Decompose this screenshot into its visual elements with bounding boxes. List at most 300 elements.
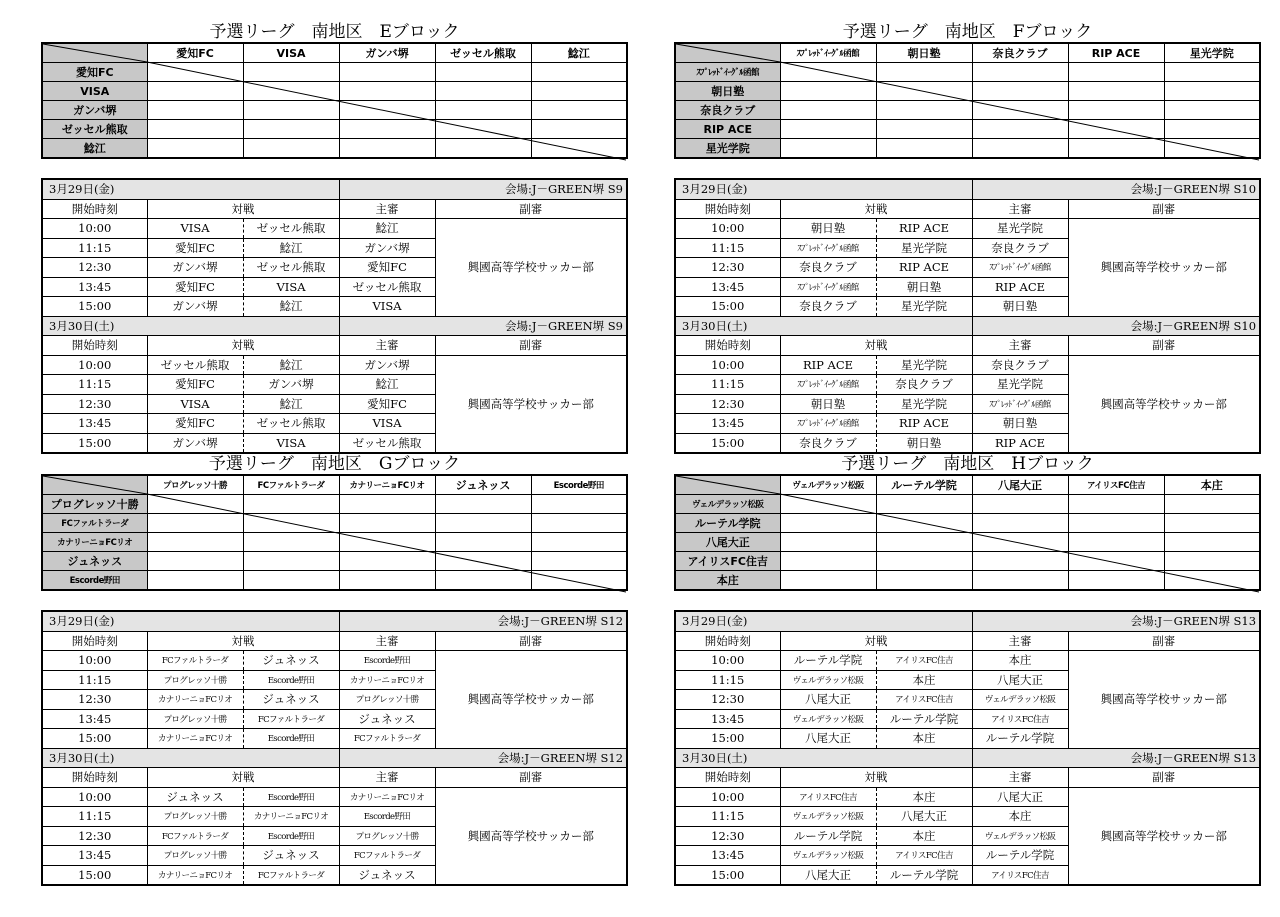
match-referee: ルーテル学院 bbox=[972, 846, 1068, 866]
match-referee: RIP ACE bbox=[972, 433, 1068, 453]
match-referee: ゼッセル熊取 bbox=[339, 277, 435, 297]
result-cell bbox=[339, 82, 435, 101]
match-referee: 星光学院 bbox=[972, 219, 1068, 239]
row-team-header: ガンバ堺 bbox=[42, 101, 147, 120]
away-team: アイリスFC住吉 bbox=[876, 846, 972, 866]
column-team-header: 朝日塾 bbox=[876, 43, 972, 63]
league-row bbox=[675, 495, 1260, 514]
match-referee: VISA bbox=[339, 414, 435, 434]
match-time: 13:45 bbox=[675, 277, 780, 297]
league-row bbox=[675, 82, 1260, 101]
home-team: ガンバ堺 bbox=[147, 258, 243, 278]
away-team: 星光学院 bbox=[876, 355, 972, 375]
league-row bbox=[42, 120, 627, 139]
result-cell bbox=[243, 495, 339, 514]
column-team-header: Escorde野田 bbox=[531, 475, 627, 495]
match-referee: 鯰江 bbox=[339, 219, 435, 239]
match-referee: カナリーニョFCリオ bbox=[339, 670, 435, 690]
day-header-row bbox=[675, 316, 1260, 336]
result-cell bbox=[435, 101, 531, 120]
result-cell bbox=[339, 495, 435, 514]
match-referee: ヴェルデラッソ松阪 bbox=[972, 690, 1068, 710]
sub-referee: 興國高等学校サッカー部 bbox=[435, 651, 627, 749]
column-team-header: プログレッソ十勝 bbox=[147, 475, 243, 495]
column-team-header: FCファルトラーダ bbox=[243, 475, 339, 495]
header-referee: 主審 bbox=[339, 199, 435, 219]
result-cell bbox=[531, 139, 627, 159]
result-cell bbox=[243, 514, 339, 533]
match-row bbox=[42, 355, 627, 375]
result-cell bbox=[780, 533, 876, 552]
schedule-table bbox=[41, 610, 628, 886]
venue-label: 会場:J－GREEN堺 S12 bbox=[339, 611, 627, 631]
result-cell bbox=[876, 533, 972, 552]
header-start-time: 開始時刻 bbox=[675, 768, 780, 788]
match-time: 13:45 bbox=[675, 709, 780, 729]
result-cell bbox=[1164, 533, 1260, 552]
match-referee: ｽﾌﾟﾚｯﾄﾞｲｰｸﾞﾙ函館 bbox=[972, 258, 1068, 278]
match-time: 10:00 bbox=[42, 787, 147, 807]
away-team: ジュネッス bbox=[243, 846, 339, 866]
result-cell bbox=[1068, 571, 1164, 591]
day-header-row bbox=[675, 179, 1260, 199]
venue-label: 会場:J－GREEN堺 S10 bbox=[972, 179, 1260, 199]
schedule-table bbox=[674, 610, 1261, 886]
home-team: FCファルトラーダ bbox=[147, 826, 243, 846]
away-team: 本庄 bbox=[876, 729, 972, 749]
match-time: 15:00 bbox=[42, 297, 147, 317]
match-time: 11:15 bbox=[675, 375, 780, 395]
home-team: カナリーニョFCリオ bbox=[147, 729, 243, 749]
sub-referee: 興國高等学校サッカー部 bbox=[435, 787, 627, 885]
league-row bbox=[675, 514, 1260, 533]
match-time: 11:15 bbox=[42, 238, 147, 258]
match-time: 10:00 bbox=[42, 651, 147, 671]
result-cell bbox=[243, 571, 339, 591]
column-header-row bbox=[675, 336, 1260, 356]
home-team: 八尾大正 bbox=[780, 865, 876, 885]
match-time: 12:30 bbox=[675, 690, 780, 710]
match-referee: 朝日塾 bbox=[972, 297, 1068, 317]
schedule-table bbox=[41, 178, 628, 454]
block-title: 予選リーグ 南地区 Eブロック bbox=[209, 22, 460, 42]
match-row bbox=[42, 651, 627, 671]
result-cell bbox=[972, 533, 1068, 552]
header-start-time: 開始時刻 bbox=[42, 336, 147, 356]
column-header-row bbox=[675, 631, 1260, 651]
home-team: 奈良クラブ bbox=[780, 433, 876, 453]
away-team: 鯰江 bbox=[243, 355, 339, 375]
column-team-header: 奈良クラブ bbox=[972, 43, 1068, 63]
home-team: RIP ACE bbox=[780, 355, 876, 375]
match-referee: ゼッセル熊取 bbox=[339, 433, 435, 453]
match-time: 13:45 bbox=[42, 709, 147, 729]
match-time: 11:15 bbox=[42, 807, 147, 827]
result-cell bbox=[435, 533, 531, 552]
result-cell bbox=[972, 139, 1068, 159]
away-team: 鯰江 bbox=[243, 238, 339, 258]
away-team: 星光学院 bbox=[876, 238, 972, 258]
header-start-time: 開始時刻 bbox=[42, 199, 147, 219]
day-header-row bbox=[675, 611, 1260, 631]
match-referee: 奈良クラブ bbox=[972, 238, 1068, 258]
result-cell bbox=[1164, 82, 1260, 101]
row-team-header: 鯰江 bbox=[42, 139, 147, 159]
match-time: 13:45 bbox=[675, 414, 780, 434]
result-cell bbox=[147, 495, 243, 514]
result-cell bbox=[780, 571, 876, 591]
result-cell bbox=[780, 139, 876, 159]
column-team-header: 本庄 bbox=[1164, 475, 1260, 495]
row-team-header: 愛知FC bbox=[42, 63, 147, 82]
result-cell bbox=[876, 101, 972, 120]
header-referee: 主審 bbox=[339, 336, 435, 356]
away-team: ゼッセル熊取 bbox=[243, 219, 339, 239]
result-cell bbox=[1068, 139, 1164, 159]
header-sub-referee: 副審 bbox=[435, 768, 627, 788]
home-team: プログレッソ十勝 bbox=[147, 846, 243, 866]
match-referee: 本庄 bbox=[972, 807, 1068, 827]
result-cell bbox=[1068, 82, 1164, 101]
result-cell bbox=[876, 495, 972, 514]
league-row bbox=[42, 533, 627, 552]
venue-label: 会場:J－GREEN堺 S13 bbox=[972, 748, 1260, 768]
match-date: 3月29日(金) bbox=[675, 611, 972, 631]
match-time: 12:30 bbox=[42, 690, 147, 710]
sub-referee: 興國高等学校サッカー部 bbox=[435, 219, 627, 317]
column-team-header: 八尾大正 bbox=[972, 475, 1068, 495]
away-team: Escorde野田 bbox=[243, 787, 339, 807]
result-cell bbox=[876, 82, 972, 101]
away-team: RIP ACE bbox=[876, 219, 972, 239]
result-cell bbox=[876, 120, 972, 139]
league-table bbox=[674, 474, 1261, 591]
column-team-header: 鯰江 bbox=[531, 43, 627, 63]
away-team: 朝日塾 bbox=[876, 433, 972, 453]
match-referee: プログレッソ十勝 bbox=[339, 690, 435, 710]
result-cell bbox=[1068, 101, 1164, 120]
match-date: 3月29日(金) bbox=[675, 179, 972, 199]
league-table bbox=[674, 42, 1261, 159]
result-cell bbox=[531, 82, 627, 101]
result-cell bbox=[147, 63, 243, 82]
result-cell bbox=[243, 120, 339, 139]
row-team-header: アイリスFC住吉 bbox=[675, 552, 780, 571]
match-row bbox=[42, 219, 627, 239]
match-date: 3月29日(金) bbox=[42, 611, 339, 631]
venue-label: 会場:J－GREEN堺 S10 bbox=[972, 316, 1260, 336]
match-referee: FCファルトラーダ bbox=[339, 729, 435, 749]
venue-label: 会場:J－GREEN堺 S9 bbox=[339, 316, 627, 336]
result-cell bbox=[435, 82, 531, 101]
home-team: 朝日塾 bbox=[780, 394, 876, 414]
result-cell bbox=[1164, 571, 1260, 591]
result-cell bbox=[1068, 63, 1164, 82]
league-row bbox=[675, 120, 1260, 139]
column-team-header: VISA bbox=[243, 43, 339, 63]
result-cell bbox=[339, 552, 435, 571]
match-time: 15:00 bbox=[675, 297, 780, 317]
block-title: 予選リーグ 南地区 Gブロック bbox=[208, 454, 461, 474]
match-referee: 愛知FC bbox=[339, 258, 435, 278]
header-match: 対戦 bbox=[780, 631, 972, 651]
corner-cell bbox=[42, 475, 147, 495]
away-team: ゼッセル熊取 bbox=[243, 414, 339, 434]
result-cell bbox=[972, 120, 1068, 139]
result-cell bbox=[972, 514, 1068, 533]
day-header-row bbox=[42, 748, 627, 768]
match-referee: 奈良クラブ bbox=[972, 355, 1068, 375]
away-team: FCファルトラーダ bbox=[243, 865, 339, 885]
league-row bbox=[42, 82, 627, 101]
row-team-header: 朝日塾 bbox=[675, 82, 780, 101]
match-referee: アイリスFC住吉 bbox=[972, 865, 1068, 885]
result-cell bbox=[1164, 63, 1260, 82]
sub-referee: 興國高等学校サッカー部 bbox=[435, 355, 627, 453]
column-header-row bbox=[42, 631, 627, 651]
header-start-time: 開始時刻 bbox=[675, 336, 780, 356]
home-team: 愛知FC bbox=[147, 414, 243, 434]
home-team: 八尾大正 bbox=[780, 729, 876, 749]
result-cell bbox=[243, 101, 339, 120]
home-team: ゼッセル熊取 bbox=[147, 355, 243, 375]
match-referee: 愛知FC bbox=[339, 394, 435, 414]
result-cell bbox=[972, 82, 1068, 101]
match-row bbox=[675, 219, 1260, 239]
result-cell bbox=[435, 571, 531, 591]
match-referee: 鯰江 bbox=[339, 375, 435, 395]
result-cell bbox=[243, 139, 339, 159]
away-team: 八尾大正 bbox=[876, 807, 972, 827]
away-team: 星光学院 bbox=[876, 297, 972, 317]
column-team-header: ｽﾌﾟﾚｯﾄﾞｲｰｸﾞﾙ函館 bbox=[780, 43, 876, 63]
result-cell bbox=[876, 552, 972, 571]
result-cell bbox=[435, 495, 531, 514]
sub-referee: 興國高等学校サッカー部 bbox=[1068, 651, 1260, 749]
match-referee: VISA bbox=[339, 297, 435, 317]
row-team-header: Escorde野田 bbox=[42, 571, 147, 591]
match-time: 15:00 bbox=[42, 865, 147, 885]
result-cell bbox=[243, 82, 339, 101]
result-cell bbox=[531, 552, 627, 571]
match-referee: 朝日塾 bbox=[972, 414, 1068, 434]
column-team-header: カナリーニョFCリオ bbox=[339, 475, 435, 495]
corner-cell bbox=[42, 43, 147, 63]
row-team-header: ヴェルデラッソ松阪 bbox=[675, 495, 780, 514]
home-team: ヴェルデラッソ松阪 bbox=[780, 670, 876, 690]
match-time: 15:00 bbox=[675, 729, 780, 749]
result-cell bbox=[972, 552, 1068, 571]
home-team: ヴェルデラッソ松阪 bbox=[780, 807, 876, 827]
header-sub-referee: 副審 bbox=[435, 631, 627, 651]
result-cell bbox=[243, 533, 339, 552]
match-time: 12:30 bbox=[42, 394, 147, 414]
result-cell bbox=[147, 533, 243, 552]
result-cell bbox=[435, 63, 531, 82]
match-time: 11:15 bbox=[42, 375, 147, 395]
result-cell bbox=[780, 495, 876, 514]
away-team: Escorde野田 bbox=[243, 729, 339, 749]
match-time: 11:15 bbox=[42, 670, 147, 690]
match-time: 11:15 bbox=[675, 670, 780, 690]
match-time: 11:15 bbox=[675, 807, 780, 827]
match-referee: Escorde野田 bbox=[339, 807, 435, 827]
result-cell bbox=[531, 101, 627, 120]
header-match: 対戦 bbox=[780, 768, 972, 788]
day-header-row bbox=[675, 748, 1260, 768]
match-referee: ガンバ堺 bbox=[339, 238, 435, 258]
result-cell bbox=[1068, 120, 1164, 139]
away-team: RIP ACE bbox=[876, 258, 972, 278]
league-row bbox=[42, 571, 627, 591]
away-team: VISA bbox=[243, 433, 339, 453]
column-header-row bbox=[42, 199, 627, 219]
away-team: ジュネッス bbox=[243, 690, 339, 710]
result-cell bbox=[531, 571, 627, 591]
home-team: 愛知FC bbox=[147, 238, 243, 258]
column-team-header: ゼッセル熊取 bbox=[435, 43, 531, 63]
header-match: 対戦 bbox=[147, 199, 339, 219]
result-cell bbox=[339, 139, 435, 159]
match-referee: ジュネッス bbox=[339, 709, 435, 729]
result-cell bbox=[531, 120, 627, 139]
row-team-header: ルーテル学院 bbox=[675, 514, 780, 533]
header-sub-referee: 副審 bbox=[435, 199, 627, 219]
home-team: 奈良クラブ bbox=[780, 297, 876, 317]
match-referee: カナリーニョFCリオ bbox=[339, 787, 435, 807]
sub-referee: 興國高等学校サッカー部 bbox=[1068, 355, 1260, 453]
match-time: 13:45 bbox=[42, 414, 147, 434]
result-cell bbox=[147, 571, 243, 591]
result-cell bbox=[147, 139, 243, 159]
home-team: ルーテル学院 bbox=[780, 651, 876, 671]
league-row bbox=[42, 552, 627, 571]
away-team: RIP ACE bbox=[876, 414, 972, 434]
header-sub-referee: 副審 bbox=[435, 336, 627, 356]
home-team: VISA bbox=[147, 394, 243, 414]
corner-cell bbox=[675, 475, 780, 495]
header-match: 対戦 bbox=[780, 336, 972, 356]
match-referee: ｽﾌﾟﾚｯﾄﾞｲｰｸﾞﾙ函館 bbox=[972, 394, 1068, 414]
match-referee: 八尾大正 bbox=[972, 787, 1068, 807]
result-cell bbox=[780, 63, 876, 82]
home-team: ガンバ堺 bbox=[147, 297, 243, 317]
away-team: ゼッセル熊取 bbox=[243, 258, 339, 278]
result-cell bbox=[1164, 495, 1260, 514]
league-row bbox=[42, 139, 627, 159]
result-cell bbox=[147, 514, 243, 533]
match-time: 10:00 bbox=[42, 355, 147, 375]
away-team: VISA bbox=[243, 277, 339, 297]
match-time: 15:00 bbox=[675, 865, 780, 885]
column-team-header: 星光学院 bbox=[1164, 43, 1260, 63]
result-cell bbox=[1068, 533, 1164, 552]
result-cell bbox=[876, 571, 972, 591]
row-team-header: 八尾大正 bbox=[675, 533, 780, 552]
home-team: ヴェルデラッソ松阪 bbox=[780, 846, 876, 866]
row-team-header: ゼッセル熊取 bbox=[42, 120, 147, 139]
header-sub-referee: 副審 bbox=[1068, 631, 1260, 651]
away-team: ルーテル学院 bbox=[876, 865, 972, 885]
result-cell bbox=[531, 63, 627, 82]
league-row bbox=[42, 495, 627, 514]
league-row bbox=[675, 571, 1260, 591]
result-cell bbox=[876, 514, 972, 533]
result-cell bbox=[531, 514, 627, 533]
column-header-row bbox=[42, 336, 627, 356]
result-cell bbox=[972, 495, 1068, 514]
match-row bbox=[42, 787, 627, 807]
match-date: 3月30日(土) bbox=[42, 748, 339, 768]
away-team: 本庄 bbox=[876, 670, 972, 690]
corner-cell bbox=[675, 43, 780, 63]
header-match: 対戦 bbox=[147, 631, 339, 651]
header-referee: 主審 bbox=[972, 199, 1068, 219]
result-cell bbox=[339, 533, 435, 552]
match-referee: プログレッソ十勝 bbox=[339, 826, 435, 846]
header-start-time: 開始時刻 bbox=[42, 768, 147, 788]
league-row bbox=[675, 552, 1260, 571]
match-time: 15:00 bbox=[42, 433, 147, 453]
column-team-header: 愛知FC bbox=[147, 43, 243, 63]
result-cell bbox=[876, 139, 972, 159]
sub-referee: 興國高等学校サッカー部 bbox=[1068, 219, 1260, 317]
match-date: 3月30日(土) bbox=[675, 316, 972, 336]
away-team: アイリスFC住吉 bbox=[876, 690, 972, 710]
day-header-row bbox=[42, 316, 627, 336]
home-team: プログレッソ十勝 bbox=[147, 670, 243, 690]
match-referee: ジュネッス bbox=[339, 865, 435, 885]
venue-label: 会場:J－GREEN堺 S13 bbox=[972, 611, 1260, 631]
result-cell bbox=[339, 120, 435, 139]
match-referee: ガンバ堺 bbox=[339, 355, 435, 375]
result-cell bbox=[339, 514, 435, 533]
header-start-time: 開始時刻 bbox=[42, 631, 147, 651]
header-match: 対戦 bbox=[147, 768, 339, 788]
row-team-header: ｽﾌﾟﾚｯﾄﾞｲｰｸﾞﾙ函館 bbox=[675, 63, 780, 82]
match-time: 13:45 bbox=[42, 846, 147, 866]
result-cell bbox=[972, 63, 1068, 82]
away-team: カナリーニョFCリオ bbox=[243, 807, 339, 827]
row-team-header: 奈良クラブ bbox=[675, 101, 780, 120]
row-team-header: カナリーニョFCリオ bbox=[42, 533, 147, 552]
away-team: 朝日塾 bbox=[876, 277, 972, 297]
away-team: 本庄 bbox=[876, 826, 972, 846]
result-cell bbox=[1068, 495, 1164, 514]
away-team: アイリスFC住吉 bbox=[876, 651, 972, 671]
league-row bbox=[675, 63, 1260, 82]
home-team: ｽﾌﾟﾚｯﾄﾞｲｰｸﾞﾙ函館 bbox=[780, 414, 876, 434]
column-team-header: RIP ACE bbox=[1068, 43, 1164, 63]
header-sub-referee: 副審 bbox=[1068, 336, 1260, 356]
league-row bbox=[42, 101, 627, 120]
away-team: 鯰江 bbox=[243, 297, 339, 317]
match-referee: 八尾大正 bbox=[972, 670, 1068, 690]
header-sub-referee: 副審 bbox=[1068, 199, 1260, 219]
league-table bbox=[41, 42, 628, 159]
result-cell bbox=[972, 101, 1068, 120]
result-cell bbox=[147, 552, 243, 571]
result-cell bbox=[435, 552, 531, 571]
league-row bbox=[42, 514, 627, 533]
result-cell bbox=[147, 101, 243, 120]
header-sub-referee: 副審 bbox=[1068, 768, 1260, 788]
home-team: ルーテル学院 bbox=[780, 826, 876, 846]
away-team: 星光学院 bbox=[876, 394, 972, 414]
result-cell bbox=[147, 82, 243, 101]
league-table bbox=[41, 474, 628, 591]
home-team: カナリーニョFCリオ bbox=[147, 865, 243, 885]
